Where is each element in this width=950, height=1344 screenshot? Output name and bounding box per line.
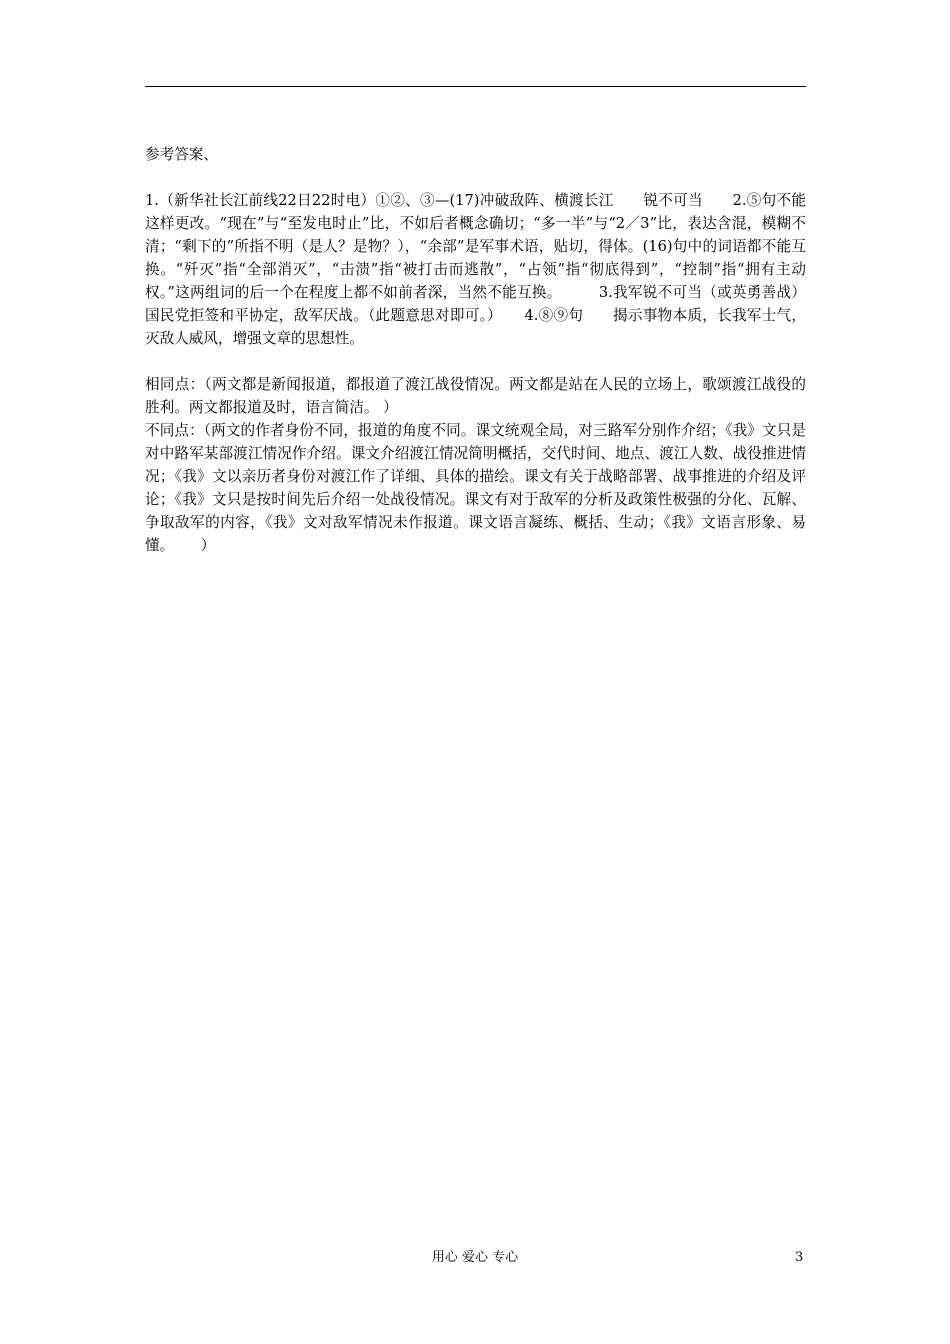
- paragraph-gap: [145, 350, 806, 373]
- differences-paragraph: 不同点：（两文的作者身份不同，报道的角度不同。课文统观全局，对三路军分别作介绍；《我》文只是对中路军某部渡江情况作介绍。课文介绍渡江情况简明概括，交代时间、地点、渡江人数、战役推进情况；《我》文以亲历者身份对渡江作了详细、具体的描绘。课文有关于战略部署、战事推进的介绍及评论；《我》文只是按时间先后介绍一处战役情况。课文有对于敌军的分析及政策性极强的分化、瓦解、争取敌军的内容，《我》文对敌军情况未作报道。课文语言凝练、概括、生动；《我》文语言形象、易懂。 ）: [145, 422, 806, 554]
- similarities-paragraph: 相同点：（两文都是新闻报道，都报道了渡江战役情况。两文都是站在人民的立场上，歌颂渡江战役的胜利。两文都报道及时，语言简洁。 ）: [145, 376, 806, 416]
- page-number: 3: [795, 1250, 804, 1265]
- footer-motto: 用心 爱心 专心: [431, 1250, 519, 1265]
- answer-paragraph: 1.（新华社长江前线22日22时电）①②、③—(17)冲破敌阵、横渡长江 锐不可当 2.⑤句不能这样更改。“现在”与“至发电时止”比，不如后者概念确切；“多一半”与“2／3”比，表达含混，模糊不清；“剩下的”所指不明（是人？是物？），“余部”是军事术语，贴切，得体。(16)句中的词语都不能互换。“歼灭”指“全部消灭”，“击溃”指“被打击而逃散”，“占领”指“彻底得到”，“控制”指“拥有主动权。”这两组词的后一个在程度上都不如前者深，当然不能互换。 3.我军锐不可当（或英勇善战）国民党拒签和平协定，敌军厌战。（此题意思对即可。） 4.⑧⑨句 揭示事物本质，长我军士气，灭敌人威风，增强文章的思想性。: [145, 192, 806, 347]
- header-rule: [145, 86, 806, 87]
- document-body: [145, 143, 806, 557]
- answer-heading: 参考答案、: [145, 146, 218, 163]
